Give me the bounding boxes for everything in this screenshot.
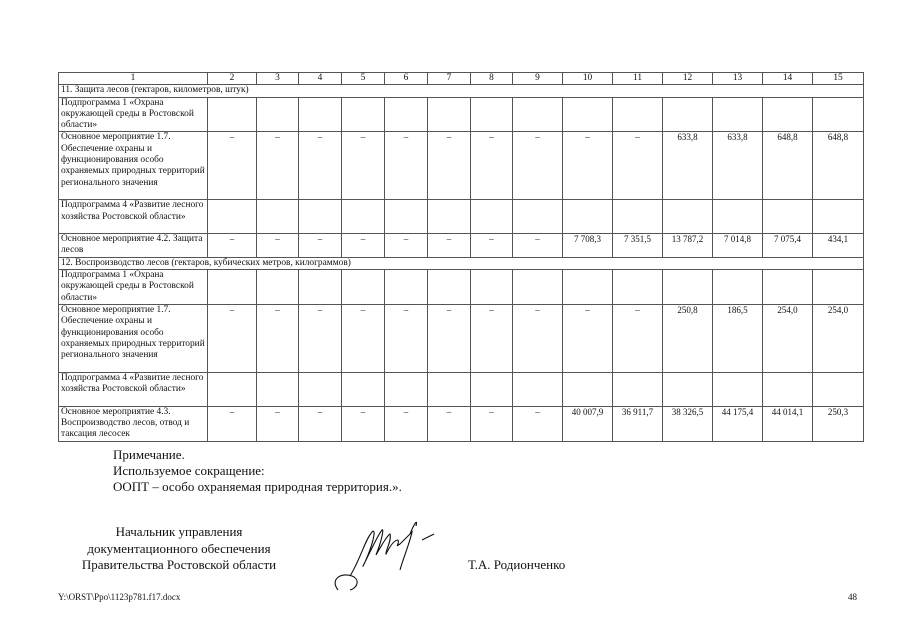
value-cell-col-6 (385, 200, 428, 234)
note-abbrev-heading: Используемое сокращение: (113, 463, 265, 478)
value-cell-col-6: – (385, 234, 428, 258)
value-cell-col-9 (513, 200, 563, 234)
value-cell-col-4 (299, 270, 342, 305)
value-cell-col-2 (208, 372, 257, 406)
value-cell-col-2 (208, 270, 257, 305)
value-cell-col-15 (813, 97, 864, 132)
value-cell-col-7 (428, 200, 471, 234)
value-cell-col-9: – (513, 406, 563, 441)
table-row (59, 406, 864, 441)
value-cell-col-3: – (257, 234, 299, 258)
value-cell-col-13: 633,8 (713, 132, 763, 200)
value-cell-col-5 (342, 200, 385, 234)
value-cell-col-5: – (342, 304, 385, 372)
value-cell-col-3 (257, 97, 299, 132)
value-cell-col-6: – (385, 304, 428, 372)
table-header-row (59, 73, 864, 85)
value-cell-col-4 (299, 97, 342, 132)
table-row (59, 270, 864, 305)
value-cell-col-4: – (299, 304, 342, 372)
value-cell-col-2: – (208, 304, 257, 372)
value-cell-col-13 (713, 200, 763, 234)
value-cell-col-2: – (208, 234, 257, 258)
value-cell-col-12 (663, 200, 713, 234)
value-cell-col-5 (342, 97, 385, 132)
value-cell-col-3: – (257, 406, 299, 441)
column-header-2: 2 (208, 73, 257, 85)
column-header-14: 14 (763, 73, 813, 85)
value-cell-col-3: – (257, 304, 299, 372)
value-cell-col-11: – (613, 304, 663, 372)
value-cell-col-12: 250,8 (663, 304, 713, 372)
value-cell-col-8 (471, 97, 513, 132)
value-cell-col-13 (713, 372, 763, 406)
column-header-11: 11 (613, 73, 663, 85)
value-cell-col-2: – (208, 132, 257, 200)
column-header-8: 8 (471, 73, 513, 85)
value-cell-col-10 (563, 270, 613, 305)
value-cell-col-12: 38 326,5 (663, 406, 713, 441)
section-header-row (59, 257, 864, 269)
value-cell-col-3: – (257, 132, 299, 200)
value-cell-col-11: 36 911,7 (613, 406, 663, 441)
value-cell-col-7: – (428, 406, 471, 441)
value-cell-col-15 (813, 270, 864, 305)
value-cell-col-4: – (299, 234, 342, 258)
value-cell-col-8: – (471, 304, 513, 372)
value-cell-col-14: 44 014,1 (763, 406, 813, 441)
column-header-5: 5 (342, 73, 385, 85)
value-cell-col-9: – (513, 234, 563, 258)
value-cell-col-4: – (299, 132, 342, 200)
value-cell-col-15 (813, 372, 864, 406)
value-cell-col-10: 40 007,9 (563, 406, 613, 441)
position-line-1: Начальник управления (115, 524, 243, 539)
value-cell-col-2 (208, 200, 257, 234)
value-cell-col-10 (563, 97, 613, 132)
value-cell-col-5: – (342, 132, 385, 200)
value-cell-col-12 (663, 372, 713, 406)
value-cell-col-10: – (563, 132, 613, 200)
value-cell-col-14: 648,8 (763, 132, 813, 200)
value-cell-col-10 (563, 372, 613, 406)
value-cell-col-13: 7 014,8 (713, 234, 763, 258)
page-number: 48 (848, 592, 857, 602)
value-cell-col-11: – (613, 132, 663, 200)
position-line-2: документационного обеспечения (87, 540, 271, 556)
table-row (59, 372, 864, 406)
value-cell-col-7: – (428, 304, 471, 372)
value-cell-col-12: 13 787,2 (663, 234, 713, 258)
signatory-name: Т.А. Родионченко (468, 557, 566, 572)
row-label: Основное мероприятие 4.2. Защита лесов (59, 234, 208, 258)
value-cell-col-10 (563, 200, 613, 234)
value-cell-col-9: – (513, 132, 563, 200)
note-block (113, 447, 402, 495)
column-header-9: 9 (513, 73, 563, 85)
value-cell-col-7: – (428, 132, 471, 200)
section-title: 12. Воспроизводство лесов (гектаров, кубических метров, килограммов) (59, 257, 864, 269)
table-row (59, 200, 864, 234)
value-cell-col-5: – (342, 234, 385, 258)
handwritten-signature-icon (330, 510, 450, 600)
table-row (59, 97, 864, 132)
value-cell-col-2: – (208, 406, 257, 441)
value-cell-col-8: – (471, 234, 513, 258)
value-cell-col-6 (385, 372, 428, 406)
value-cell-col-15: 250,3 (813, 406, 864, 441)
note-abbrev-definition: ООПТ – особо охраняемая природная территория.». (113, 479, 402, 494)
value-cell-col-8: – (471, 132, 513, 200)
value-cell-col-3 (257, 372, 299, 406)
value-cell-col-14 (763, 372, 813, 406)
column-header-1: 1 (59, 73, 208, 85)
column-header-7: 7 (428, 73, 471, 85)
value-cell-col-14 (763, 270, 813, 305)
value-cell-col-10: – (563, 304, 613, 372)
value-cell-col-7 (428, 97, 471, 132)
row-label: Подпрограмма 4 «Развитие лесного хозяйства Ростовской области» (59, 200, 208, 234)
value-cell-col-11: 7 351,5 (613, 234, 663, 258)
value-cell-col-9: – (513, 304, 563, 372)
table-row (59, 304, 864, 372)
value-cell-col-7: – (428, 234, 471, 258)
column-header-15: 15 (813, 73, 864, 85)
value-cell-col-8 (471, 270, 513, 305)
value-cell-col-9 (513, 97, 563, 132)
note-title: Примечание. (113, 447, 185, 462)
column-header-12: 12 (663, 73, 713, 85)
value-cell-col-2 (208, 97, 257, 132)
value-cell-col-13 (713, 97, 763, 132)
section-header-row (59, 85, 864, 97)
value-cell-col-6: – (385, 132, 428, 200)
value-cell-col-12 (663, 97, 713, 132)
value-cell-col-15: 648,8 (813, 132, 864, 200)
value-cell-col-14: 7 075,4 (763, 234, 813, 258)
value-cell-col-3 (257, 200, 299, 234)
value-cell-col-15 (813, 200, 864, 234)
value-cell-col-13: 186,5 (713, 304, 763, 372)
value-cell-col-3 (257, 270, 299, 305)
value-cell-col-4: – (299, 406, 342, 441)
value-cell-col-4 (299, 200, 342, 234)
value-cell-col-7 (428, 372, 471, 406)
row-label: Основное мероприятие 1.7. Обеспечение охраны и функционирования особо охраняемых природных территорий регионального значения (59, 132, 208, 200)
value-cell-col-12: 633,8 (663, 132, 713, 200)
value-cell-col-5 (342, 372, 385, 406)
value-cell-col-12 (663, 270, 713, 305)
row-label: Подпрограмма 1 «Охрана окружающей среды в Ростовской области» (59, 270, 208, 305)
value-cell-col-13 (713, 270, 763, 305)
value-cell-col-10: 7 708,3 (563, 234, 613, 258)
position-line-3: Правительства Ростовской области (81, 557, 277, 572)
value-cell-col-13: 44 175,4 (713, 406, 763, 441)
file-path: Y:\ORST\Ppo\1123p781.f17.docx (58, 592, 181, 602)
row-label: Основное мероприятие 1.7. Обеспечение охраны и функционирования особо охраняемых природных территорий регионального значения (59, 304, 208, 372)
value-cell-col-9 (513, 270, 563, 305)
value-cell-col-9 (513, 372, 563, 406)
table-row (59, 234, 864, 258)
value-cell-col-11 (613, 372, 663, 406)
table-row (59, 132, 864, 200)
signatory-position (58, 524, 300, 574)
row-label: Основное мероприятие 4.3. Воспроизводство лесов, отвод и таксация лесосек (59, 406, 208, 441)
table-body (59, 73, 864, 442)
value-cell-col-6 (385, 97, 428, 132)
value-cell-col-4 (299, 372, 342, 406)
value-cell-col-14: 254,0 (763, 304, 813, 372)
column-header-13: 13 (713, 73, 763, 85)
value-cell-col-15: 254,0 (813, 304, 864, 372)
value-cell-col-14 (763, 200, 813, 234)
row-label: Подпрограмма 1 «Охрана окружающей среды в Ростовской области» (59, 97, 208, 132)
row-label: Подпрограмма 4 «Развитие лесного хозяйства Ростовской области» (59, 372, 208, 406)
section-title: 11. Защита лесов (гектаров, километров, штук) (59, 85, 864, 97)
value-cell-col-14 (763, 97, 813, 132)
indicators-table (58, 72, 864, 442)
value-cell-col-11 (613, 270, 663, 305)
value-cell-col-11 (613, 97, 663, 132)
value-cell-col-5: – (342, 406, 385, 441)
value-cell-col-5 (342, 270, 385, 305)
column-header-10: 10 (563, 73, 613, 85)
value-cell-col-7 (428, 270, 471, 305)
value-cell-col-8: – (471, 406, 513, 441)
value-cell-col-15: 434,1 (813, 234, 864, 258)
column-header-3: 3 (257, 73, 299, 85)
value-cell-col-8 (471, 372, 513, 406)
value-cell-col-6: – (385, 406, 428, 441)
value-cell-col-11 (613, 200, 663, 234)
column-header-4: 4 (299, 73, 342, 85)
column-header-6: 6 (385, 73, 428, 85)
value-cell-col-8 (471, 200, 513, 234)
value-cell-col-6 (385, 270, 428, 305)
